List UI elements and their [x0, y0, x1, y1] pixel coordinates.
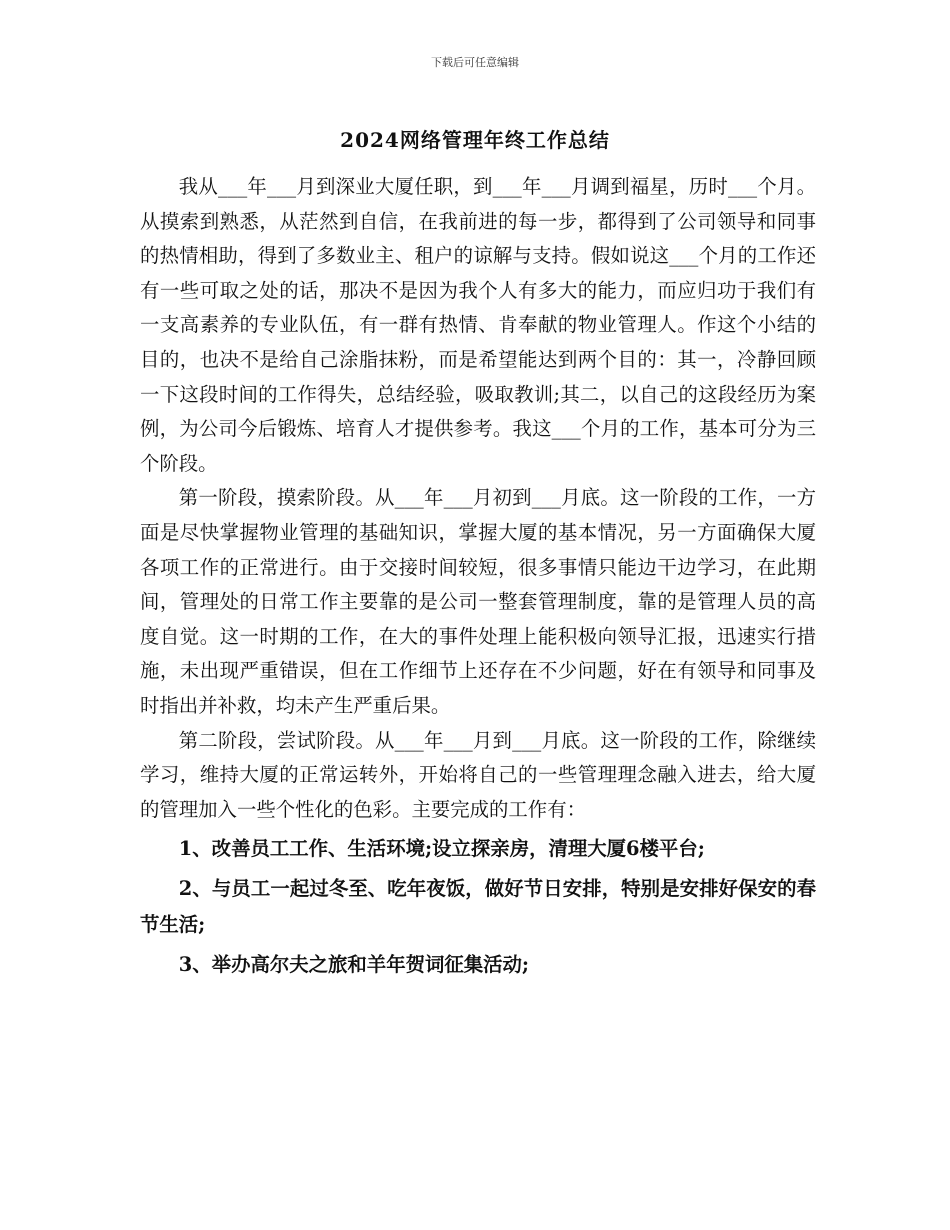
list-item: 1、改善员工工作、生活环境;设立探亲房，清理大厦6楼平台; [178, 837, 705, 861]
paragraph-intro: 我从___年___月到深业大厦任职，到___年___月调到福星，历时___个月。从摸索到熟悉，从茫然到自信，在我前进的每一步，都得到了公司领导和同事的热情相助，得到了多数业主、租户的谅解与支持。假如说这___个月的工作还有一些可取之处的话，那决不是因为我个人有多大的能力，而应归功于我们有一支高素养的专业队伍，有一群有热情、肯奉献的物业管理人。作这个小结的目的，也决不是给自己涂脂抹粉，而是希望能达到两个目的：其一，冷静回顾一下这段时间的工作得失，总结经验，吸取教训;其二，以自己的这段经历为案例，为公司今后锻炼、培育人才提供参考。我这___个月的工作，基本可分为三个阶段。 [140, 175, 816, 475]
header-note: 下载后可任意编辑 [431, 56, 519, 69]
document-body [140, 170, 816, 983]
paragraph-stage-one: 第一阶段，摸索阶段。从___年___月初到___月底。这一阶段的工作，一方面是尽快掌握物业管理的基础知识，掌握大厦的基本情况，另一方面确保大厦各项工作的正常进行。由于交接时间较短，很多事情只能边干边学习，在此期间，管理处的日常工作主要靠的是公司一整套管理制度，靠的是管理人员的高度自觉。这一时期的工作，在大的事件处理上能积极向领导汇报，迅速实行措施，未出现严重错误，但在工作细节上还存在不少问题，好在有领导和同事及时指出并补救，均未产生严重后果。 [140, 486, 816, 717]
paragraph-stage-two: 第二阶段，尝试阶段。从___年___月到___月底。这一阶段的工作，除继续学习，维持大厦的正常运转外，开始将自己的一些管理理念融入进去，给大厦的管理加入一些个性化的色彩。主要完成的工作有： [140, 728, 816, 821]
list-item: 3、举办高尔夫之旅和羊年贺词征集活动; [178, 953, 530, 977]
list-item: 2、与员工一起过冬至、吃年夜饭，做好节日安排，特别是安排好保安的春节生活; [140, 877, 816, 937]
document-title: 2024网络管理年终工作总结 [340, 128, 610, 152]
